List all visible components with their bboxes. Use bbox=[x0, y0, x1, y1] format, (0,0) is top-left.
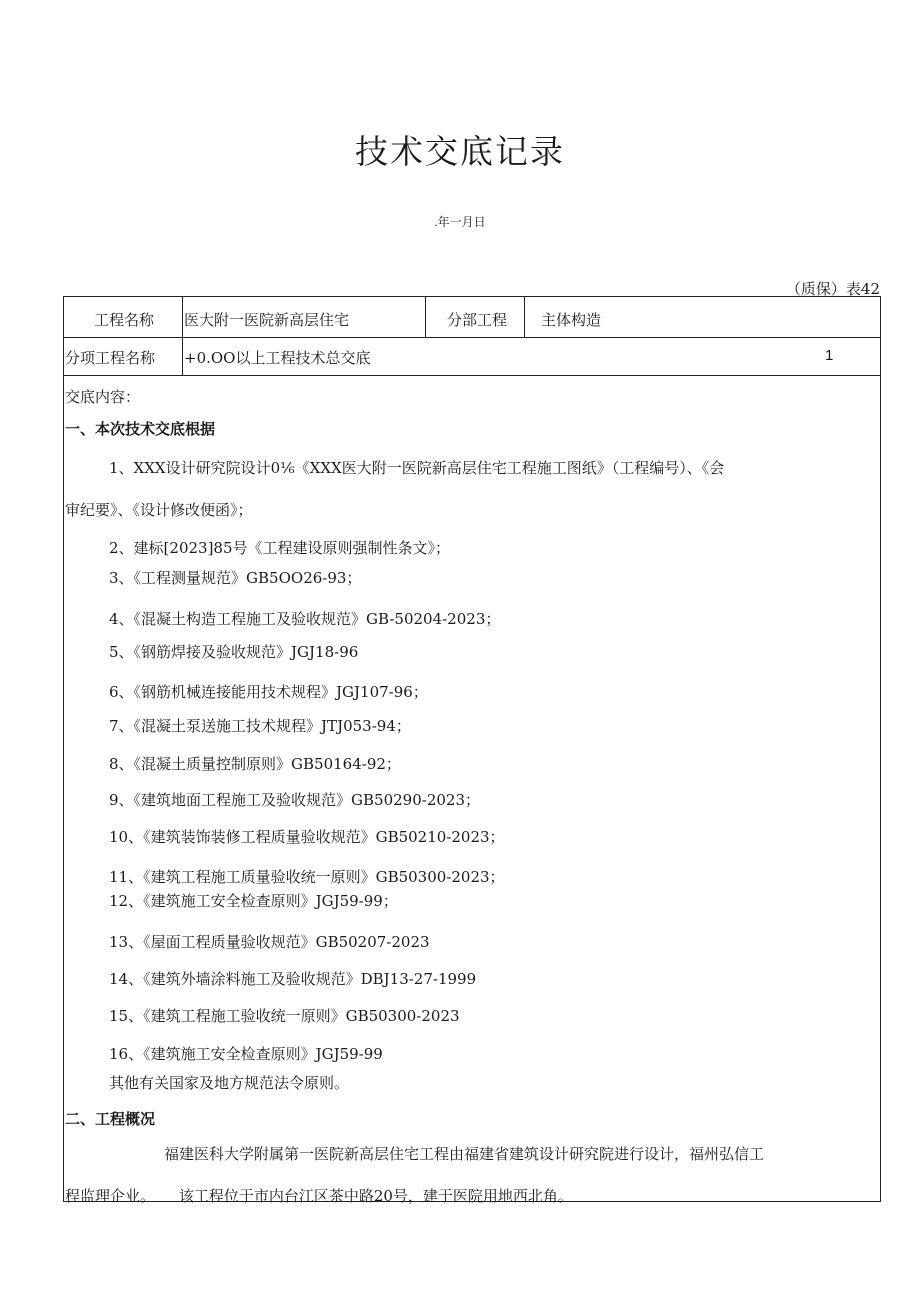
record-frame bbox=[63, 296, 881, 1205]
row-divider bbox=[64, 337, 880, 338]
subitem-value: +0.OO以上工程技术总交底 bbox=[184, 349, 371, 367]
list-item: 8、《混凝土质量控制原则》GB50164-92； bbox=[109, 755, 401, 773]
list-item: 5、《钢筋焊接及验收规范》JGJ18-96 bbox=[109, 643, 359, 661]
list-item: 16、《建筑施工安全检查原则》JGJ59-99 bbox=[109, 1045, 383, 1063]
list-item: 3、《工程测量规范》GB5OO26-93； bbox=[109, 569, 362, 587]
form-code: （质保）表42 bbox=[785, 280, 880, 298]
other-standards-note: 其他有关国家及地方规范法令原则。 bbox=[109, 1074, 350, 1092]
page-number: 1 bbox=[825, 347, 834, 364]
list-item: 14、《建筑外墙涂料施工及验收规范》DBJ13-27-1999 bbox=[109, 970, 477, 988]
list-item: 9、《建筑地面工程施工及验收规范》GB50290-2023； bbox=[109, 791, 481, 809]
list-item: 13、《屋面工程质量验收规范》GB50207-2023 bbox=[109, 933, 430, 951]
division-value: 主体构造 bbox=[541, 311, 602, 329]
date-line: .年一月日 bbox=[434, 215, 486, 229]
project-name-value: 医大附一医院新高层住宅 bbox=[184, 311, 350, 329]
subitem-label: 分项工程名称 bbox=[65, 349, 156, 367]
row-divider bbox=[64, 375, 880, 376]
column-divider bbox=[182, 297, 183, 375]
content-label: 交底内容： bbox=[65, 388, 141, 406]
column-divider bbox=[425, 297, 426, 337]
list-item-continuation: 审纪要》、《设计修改便函》； bbox=[65, 501, 253, 519]
document-title: 技术交底记录 bbox=[355, 132, 565, 171]
list-item: 4、《混凝土构造工程施工及验收规范》GB-50204-2023； bbox=[109, 610, 501, 628]
list-item: 7、《混凝土泵送施工技术规程》JTJ053-94； bbox=[109, 717, 411, 735]
list-item: 2、建标[2023]85号《工程建设原则强制性条文》； bbox=[109, 539, 451, 557]
overview-paragraph-line: 程监理企业。 该工程位于市内台江区茶中路20号，建于医院用地西北角。 bbox=[65, 1187, 573, 1205]
list-item: 11、《建筑工程施工质量验收统一原则》GB50300-2023； bbox=[109, 868, 505, 886]
list-item: 12、《建筑施工安全检查原则》JGJ59-99； bbox=[109, 892, 398, 910]
section-heading-overview: 二、工程概况 bbox=[65, 1110, 156, 1128]
list-item: 6、《钢筋机械连接能用技术规程》JGJ107-96； bbox=[109, 683, 428, 701]
list-item: 15、《建筑工程施工验收统一原则》GB50300-2023 bbox=[109, 1007, 460, 1025]
list-item: 1、XXX设计研究院设计0⅙《XXX医大附一医院新高层住宅工程施工图纸》（工程编号）、《会 bbox=[109, 459, 725, 477]
project-name-label: 工程名称 bbox=[94, 311, 155, 329]
section-heading-basis: 一、本次技术交底根据 bbox=[65, 420, 216, 438]
list-item: 10、《建筑装饰装修工程质量验收规范》GB50210-2023； bbox=[109, 828, 505, 846]
overview-paragraph-line: 福建医科大学附属第一医院新高层住宅工程由福建省建筑设计研究院进行设计，福州弘信工 bbox=[164, 1145, 765, 1163]
column-divider bbox=[524, 297, 525, 337]
division-label: 分部工程 bbox=[447, 311, 508, 329]
